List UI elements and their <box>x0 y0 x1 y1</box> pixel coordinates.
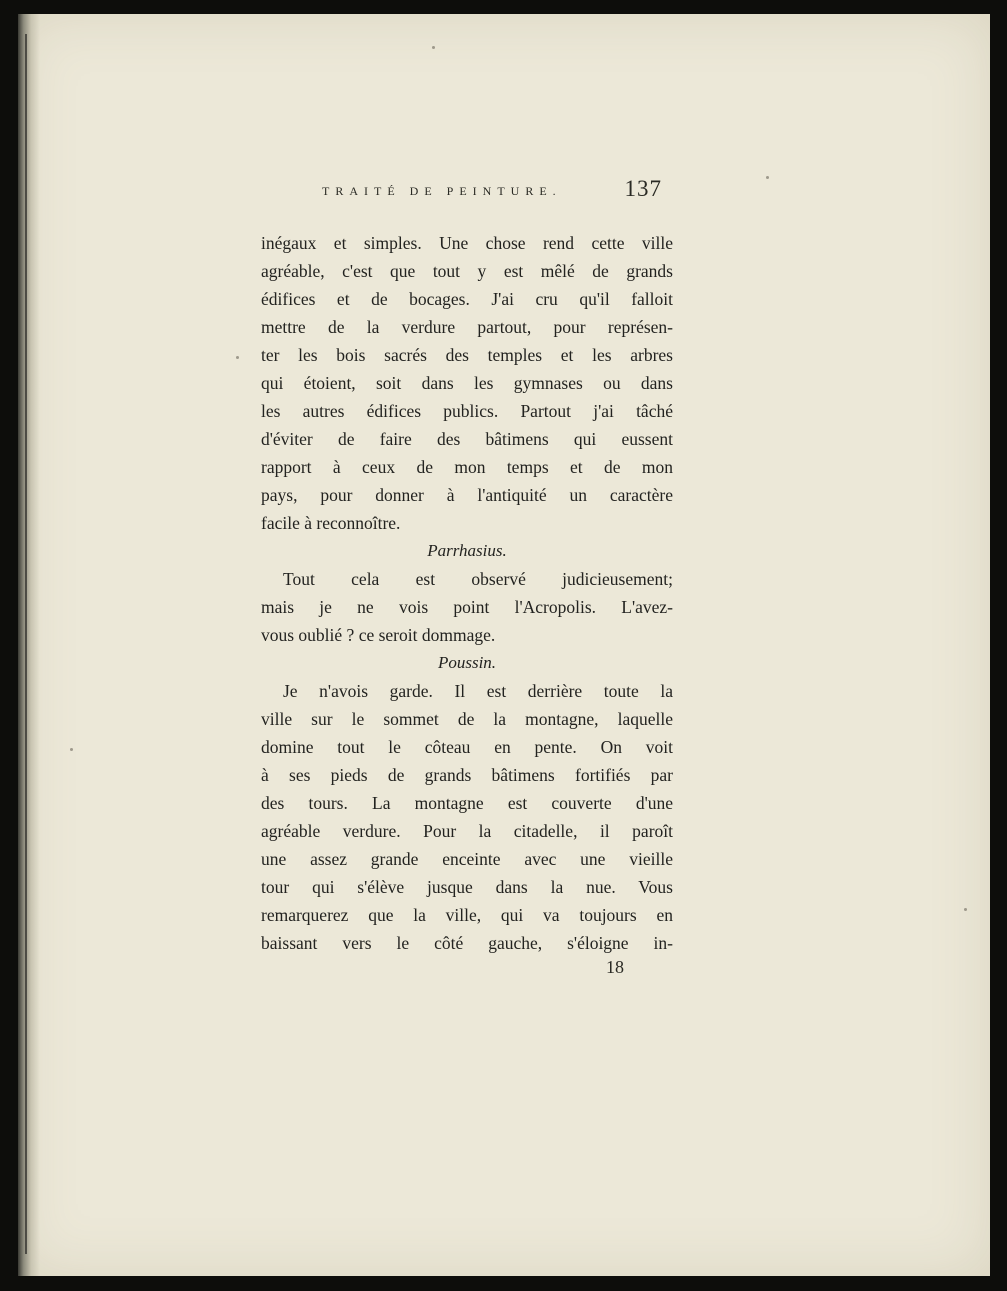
text-line: domine tout le côteau en pente. On voit <box>261 737 673 757</box>
running-header <box>242 176 662 206</box>
speaker-heading: Parrhasius. <box>427 541 507 560</box>
paper-speck <box>236 356 239 359</box>
text-line: baissant vers le côté gauche, s'éloigne in- <box>261 933 673 953</box>
page-gutter <box>18 14 40 1276</box>
text-line: Je n'avois garde. Il est derrière toute la <box>283 681 673 701</box>
speaker-heading: Poussin. <box>437 653 497 672</box>
text-line: inégaux et simples. Une chose rend cette ville <box>261 233 673 253</box>
text-line: facile à reconnoître. <box>261 513 401 533</box>
text-line: ter les bois sacrés des temples et les arbres <box>261 345 673 365</box>
text-line: rapport à ceux de mon temps et de mon <box>261 457 673 477</box>
running-title: TRAITÉ DE PEINTURE. <box>322 184 562 198</box>
paper-speck <box>964 908 967 911</box>
text-line: remarquerez que la ville, qui va toujours en <box>261 905 673 925</box>
signature-mark: 18 <box>606 957 624 977</box>
text-line: une assez grande enceinte avec une vieille <box>261 849 673 869</box>
body-text <box>261 229 673 957</box>
text-line: mettre de la verdure partout, pour représen- <box>261 317 673 337</box>
text-line: ville sur le sommet de la montagne, laquelle <box>261 709 673 729</box>
text-line: édifices et de bocages. J'ai cru qu'il falloit <box>261 289 673 309</box>
text-line: à ses pieds de grands bâtimens fortifiés par <box>261 765 673 785</box>
text-line: agréable, c'est que tout y est mêlé de grands <box>261 261 673 281</box>
text-line: les autres édifices publics. Partout j'ai tâché <box>261 401 673 421</box>
text-line: vous oublié ? ce seroit dommage. <box>261 625 496 645</box>
text-line: mais je ne vois point l'Acropolis. L'avez- <box>261 597 673 617</box>
page-number: 137 <box>624 176 662 201</box>
text-line: tour qui s'élève jusque dans la nue. Vous <box>261 877 673 897</box>
text-line: qui étoient, soit dans les gymnases ou dans <box>261 373 673 393</box>
text-line: pays, pour donner à l'antiquité un caractère <box>261 485 673 505</box>
paper-speck <box>766 176 769 179</box>
paper-speck <box>432 46 435 49</box>
text-line: agréable verdure. Pour la citadelle, il paroît <box>261 821 673 841</box>
binding-edge <box>25 34 27 1254</box>
text-line: Tout cela est observé judicieusement; <box>283 569 673 589</box>
text-line: d'éviter de faire des bâtimens qui eussent <box>261 429 673 449</box>
text-line: des tours. La montagne est couverte d'une <box>261 793 673 813</box>
paper-speck <box>70 748 73 751</box>
